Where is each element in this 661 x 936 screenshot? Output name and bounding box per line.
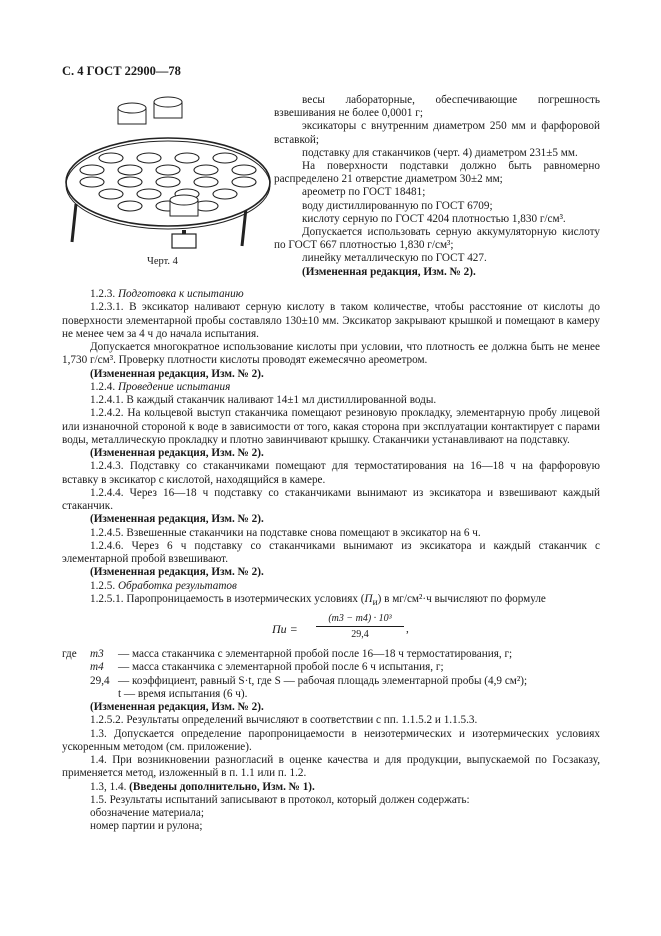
subscript: и: [372, 597, 378, 608]
plate-hole: [194, 177, 218, 187]
plate-hole: [175, 153, 199, 163]
plate-hole: [99, 153, 123, 163]
formula-comma: ,: [406, 623, 409, 636]
section-number: 1.2.4.: [90, 380, 116, 393]
paragraph: 1.3. Допускается определение паропроницаемости в неизотермических и изотермических условиях ускоренным методом (см. приложение).: [62, 727, 600, 753]
page-title: С. 4 ГОСТ 22900—78: [62, 64, 181, 78]
formula-denominator: 29,4: [351, 629, 369, 641]
plate-hole: [232, 165, 256, 175]
paragraph: 1.2.4.3. Подставку со стаканчиками помещают для термостатирования на 16—18 ч на фарфоровую вставку в эксикатор с кислотой, находящийся в камере.: [62, 460, 600, 486]
paragraph: Допускается многократное использование кислоты при условии, что плотность ее должна быть не менее 1,730 г/см³. Проверку плотности кислоты проводят ежемесячно ареометром.: [62, 341, 600, 367]
paragraph: 1.2.4.6. Через 6 ч подставку со стаканчиками вынимают из эксикатора и каждый стаканчик с элементарной пробой взвешивают.: [62, 539, 600, 565]
paragraph: 1.2.4.4. Через 16—18 ч подставку со стаканчиками вынимают из эксикатора и взвешивают каждый стаканчик.: [62, 486, 600, 512]
legend-text: — коэффициент, равный S·t, где S — рабочая площадь элементарной пробы (4,9 см²);: [118, 674, 528, 687]
list-item: номер партии и рулона;: [90, 820, 203, 833]
list-item: обозначение материала;: [90, 807, 204, 820]
legend-lead: [62, 661, 90, 674]
plate-hole: [80, 165, 104, 175]
amendment-note: (Измененная редакция, Изм. № 2).: [90, 701, 264, 714]
paragraph: эксикаторы с внутренним диаметром 250 мм и фарфоровой вставкой;: [274, 120, 600, 146]
amendment-note: (Введены дополнительно, Изм. № 1).: [129, 780, 315, 793]
paragraph: 1.2.4.5. Взвешенные стаканчики на подставке снова помещают в эксикатор на 6 ч.: [90, 526, 481, 539]
legend-lead: где: [62, 648, 77, 661]
figure-caption: Черт. 4: [147, 256, 178, 267]
legend-text: t — время испытания (6 ч).: [118, 687, 248, 700]
section-number: 1.2.5.: [90, 579, 116, 592]
paragraph: ареометр по ГОСТ 18481;: [302, 186, 426, 199]
symbol: П: [364, 592, 373, 605]
paragraph: [62, 593, 600, 610]
legend-symbol: 29,4: [90, 674, 110, 687]
legend-lead: [62, 675, 90, 688]
amendment-note: (Измененная редакция, Изм. № 2).: [90, 566, 264, 579]
paragraph: подставку для стаканчиков (черт. 4) диаметром 231±5 мм.: [302, 146, 578, 159]
formula: [62, 612, 600, 646]
legend-symbol: [90, 688, 118, 701]
section-title: Проведение испытания: [117, 380, 231, 393]
section-title: Подготовка к испытанию: [117, 288, 244, 300]
paragraph: На поверхности подставки должно быть равномерно распределено 21 отверстие диаметром 30±2 мм;: [274, 160, 600, 186]
plate-hole: [118, 165, 142, 175]
legend-symbol: m4: [90, 661, 104, 674]
plate-hole: [213, 153, 237, 163]
right-column-text: [274, 94, 600, 279]
paragraph: 1.4. При возникновении разногласий в оценке качества и для продукции, выпускаемой по Госзаказу, применяется метод, изложенный в п. 1.1 или п. 1.2.: [62, 754, 600, 780]
legend-text: — масса стаканчика с элементарной пробой после 16—18 ч термостатирования, г;: [118, 648, 513, 661]
paragraph: весы лабораторные, обеспечивающие погрешность взвешивания не более 0,0001 г;: [274, 94, 600, 120]
paragraph: Допускается использовать серную аккумуляторную кислоту по ГОСТ 667 плотностью 1,830 г/см³;: [274, 226, 600, 252]
plate-hole: [213, 189, 237, 199]
plate-hole: [194, 165, 218, 175]
plate-hole: [118, 177, 142, 187]
plate-hole: [80, 177, 104, 187]
paragraph: 1.2.5.2. Результаты определений вычисляют в соответствии с пп. 1.1.5.2 и 1.1.5.3.: [90, 714, 478, 727]
plate-hole: [232, 177, 256, 187]
text-run: 1.2.5.1. Паропроницаемость в изотермических условиях (: [90, 592, 365, 605]
figure-stand-drawing: [62, 96, 274, 256]
formula-numerator: (m3 − m4) · 10³: [316, 612, 404, 627]
formula-legend: [62, 648, 600, 701]
plate-hole: [99, 189, 123, 199]
amendment-note: (Измененная редакция, Изм. № 2).: [302, 265, 476, 278]
main-text: [62, 288, 600, 834]
legend-text: — масса стаканчика с элементарной пробой после 6 ч испытания, г;: [118, 661, 444, 674]
amendment-note: (Измененная редакция, Изм. № 2).: [90, 367, 264, 380]
section-number: 1.2.3.: [90, 288, 116, 300]
paragraph: 1.5. Результаты испытаний записывают в протокол, который должен содержать:: [90, 793, 470, 806]
paragraph: кислоту серную по ГОСТ 4204 плотностью 1,830 г/см³.: [302, 212, 566, 225]
plate-hole: [156, 177, 180, 187]
paragraph: воду дистиллированную по ГОСТ 6709;: [302, 199, 493, 212]
plate-hole: [118, 201, 142, 211]
plate-hole: [137, 153, 161, 163]
section-title: Обработка результатов: [117, 579, 237, 592]
paragraph: 1.2.3.1. В эксикатор наливают серную кислоту в таком количестве, чтобы расстояние от кислоты до поверхности элементарной пробы составляло 130±10 мм. Эксикатор закрывают крышкой и помещают в камеру не менее чем за 4 ч до начала испытания.: [62, 301, 600, 340]
plate-hole: [156, 165, 180, 175]
formula-lhs: Пи =: [272, 622, 298, 637]
amendment-note: (Измененная редакция, Изм. № 2).: [90, 513, 264, 526]
legend-symbol: m3: [90, 648, 104, 661]
section-number: 1.3, 1.4.: [90, 780, 127, 793]
amendment-note: (Измененная редакция, Изм. № 2).: [90, 447, 264, 459]
legend-lead: [62, 688, 90, 701]
plate-hole: [137, 189, 161, 199]
paragraph: линейку металлическую по ГОСТ 427.: [302, 252, 487, 265]
paragraph: 1.2.4.1. В каждый стаканчик наливают 14±1 мл дистиллированной воды.: [90, 394, 437, 406]
text-run: ) в мг/см²·ч вычисляют по формуле: [377, 592, 546, 605]
formula-fraction: [316, 612, 404, 642]
paragraph: 1.2.4.2. На кольцевой выступ стаканчика помещают резиновую прокладку, элементарную пробу лицевой или изнаночной стороной к воде в зависимости от того, какая сторона при эксплуатации контактирует с парами воды, металлическую прокладку и плотно завинчивают крышку. Стаканчики устанавливают на подставку.: [62, 407, 600, 446]
